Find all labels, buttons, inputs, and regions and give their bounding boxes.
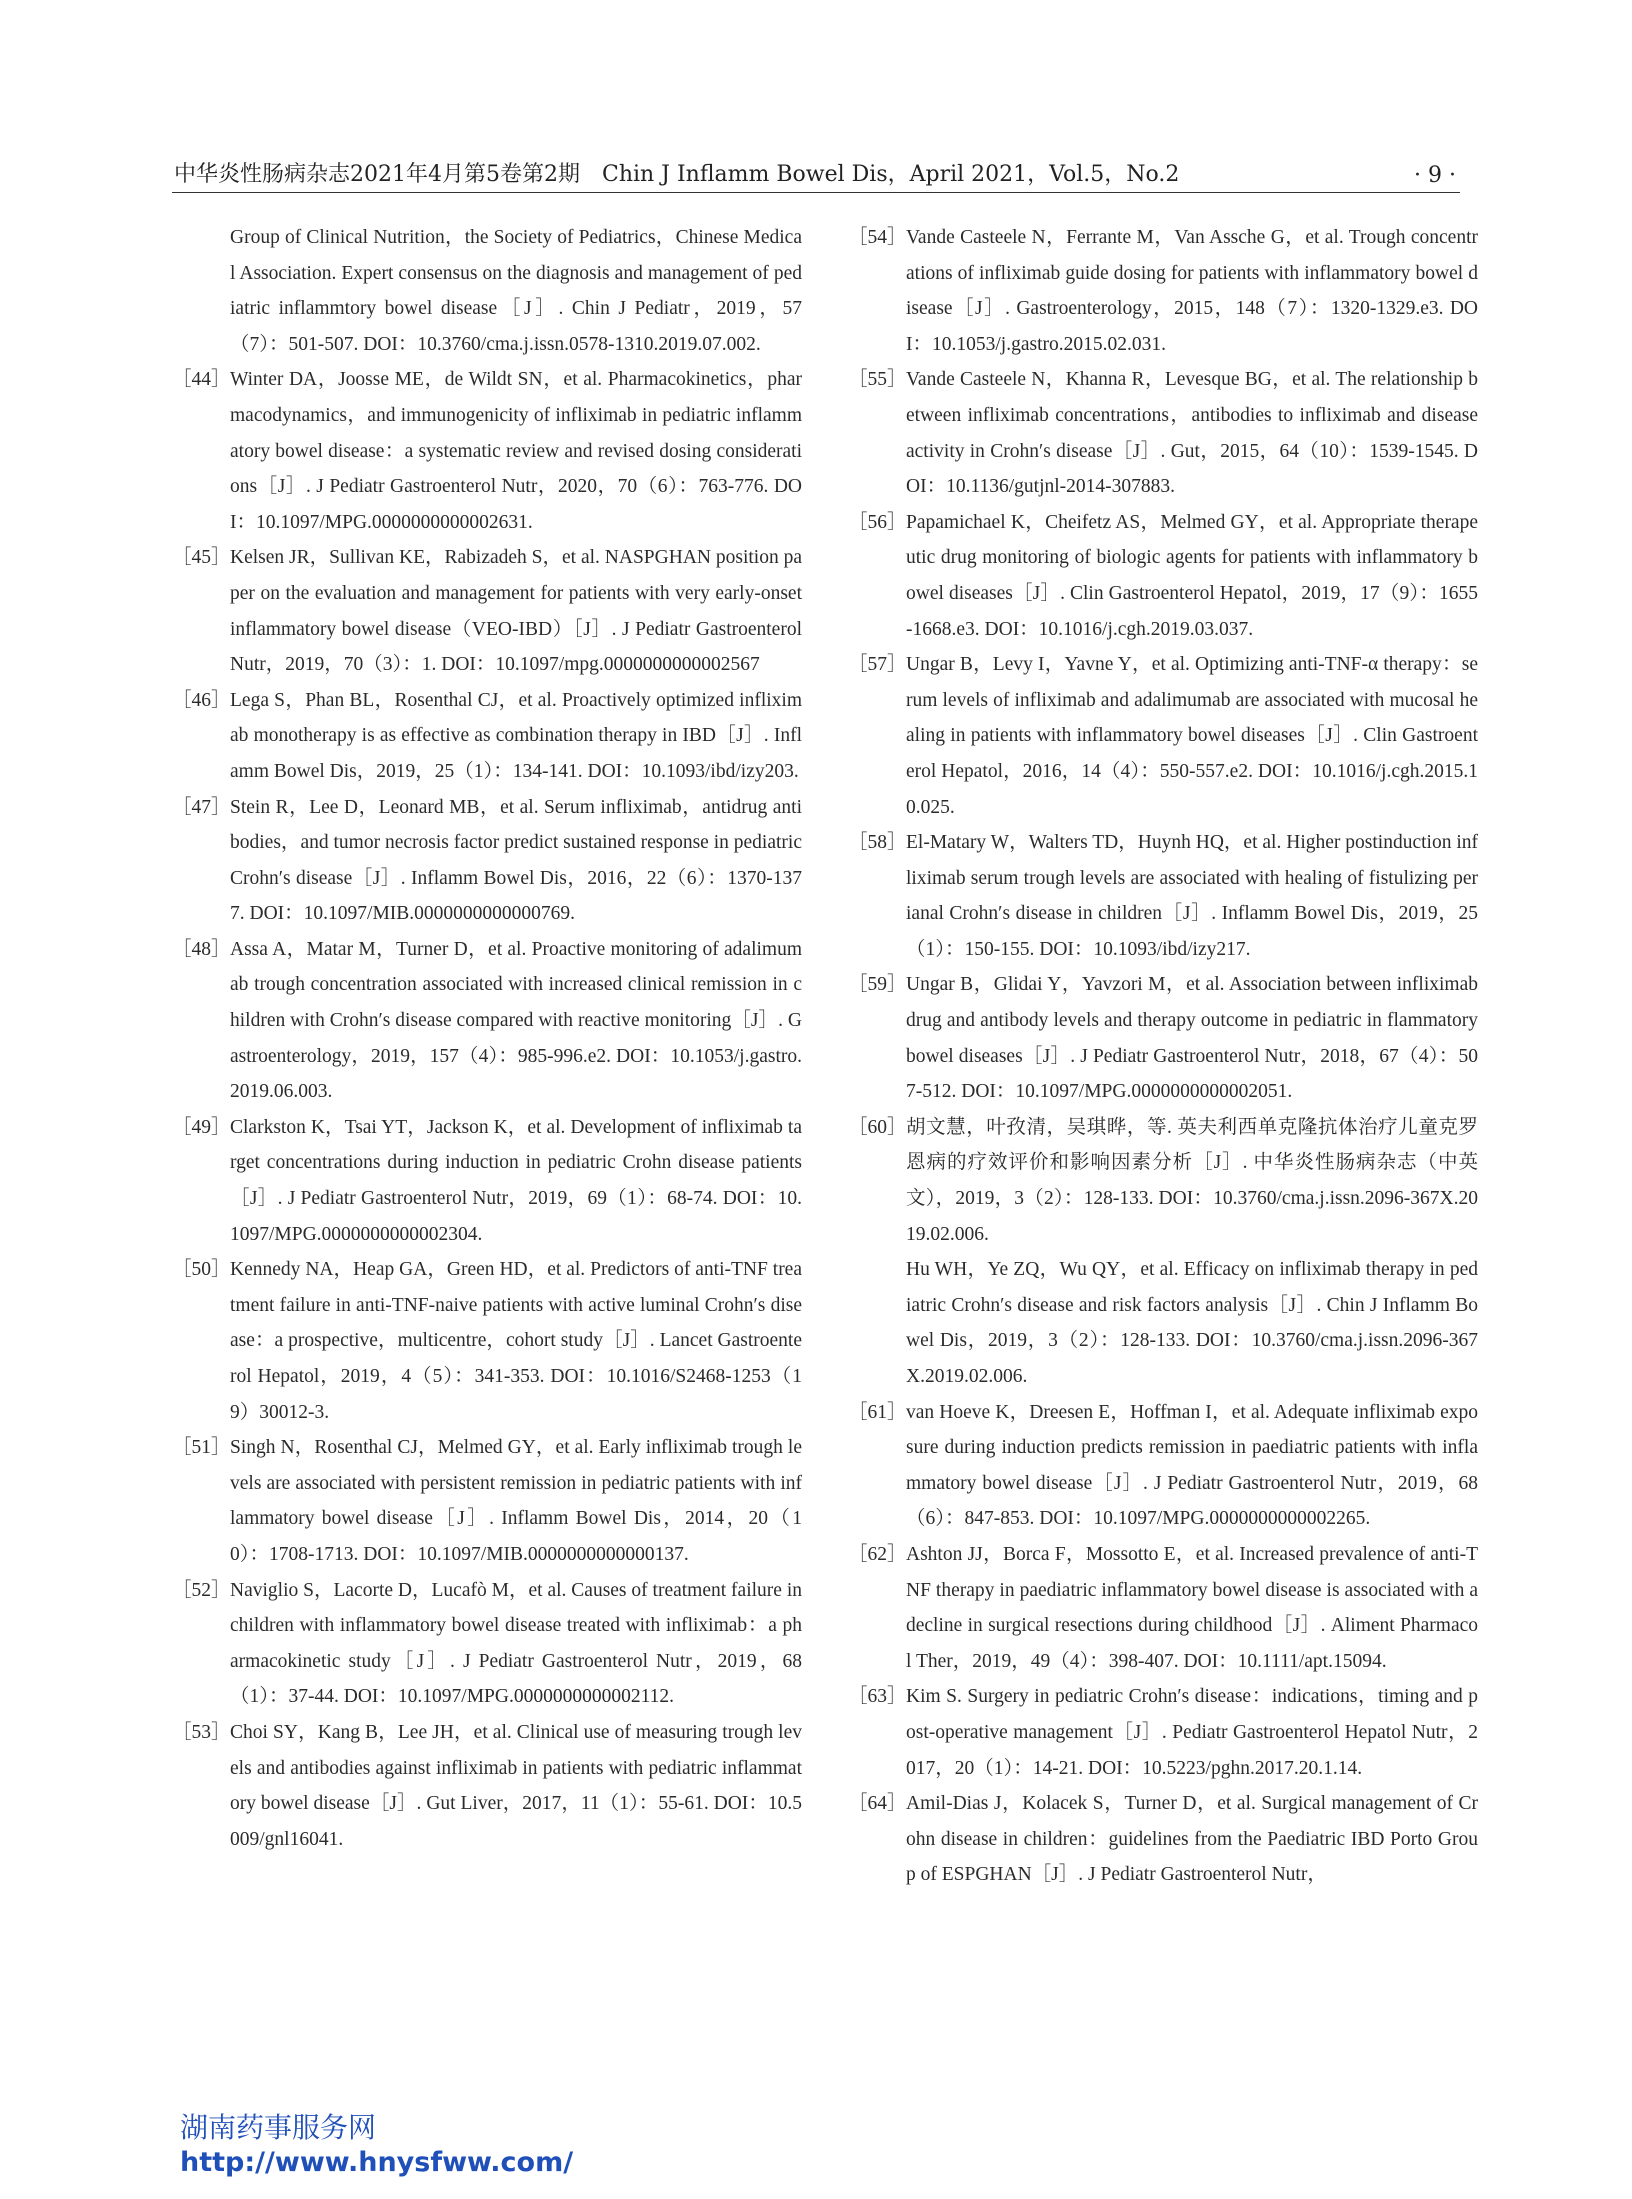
reference-number: ［60］: [848, 1116, 907, 1138]
reference-text: Assa A，Matar M，Turner D，et al. Proactive monitoring of adalimumab trough concentration associated with increased clinical remission in children with Crohn′s disease compared with reactive monitoring［J］. Gastroenterology，2019，157（4）：985-996.e2. DOI：10.1053/j.gastro.2019.06.003.: [230, 938, 802, 1103]
reference-number: ［55］: [848, 369, 907, 391]
journal-header-text: 中华炎性肠病杂志2021年4月第5卷第2期 Chin J Inflamm Bowel Dis，April 2021，Vol.5，No.2: [174, 162, 1180, 187]
reference-item: [848, 647, 1478, 825]
reference-number: ［53］: [172, 1721, 231, 1743]
reference-number: ［63］: [848, 1686, 907, 1708]
reference-text: Ashton JJ，Borca F，Mossotto E，et al. Increased prevalence of anti-TNF therapy in paediatric inflammatory bowel disease is associated with a decline in surgical resections during childhood［J］. Aliment Pharmacol Ther，2019，49（4）：398-407. DOI：10.1111/apt.15094.: [906, 1543, 1478, 1672]
reference-text: Winter DA，Joosse ME，de Wildt SN，et al. Pharmacokinetics，pharmacodynamics，and immunogenicity of infliximab in pediatric inflammatory bowel disease：a systematic review and revised dosing considerations［J］. J Pediatr Gastroenterol Nutr，2020，70（6）：763-776. DOI：10.1097/MPG.0000000000002631.: [230, 369, 802, 533]
reference-item: [848, 1395, 1478, 1537]
reference-number: ［57］: [848, 654, 907, 676]
reference-number: ［49］: [172, 1116, 231, 1138]
reference-text: Kennedy NA，Heap GA，Green HD，et al. Predictors of anti-TNF treatment failure in anti-TNF-naive patients with active luminal Crohn′s disease：a prospective，multicentre，cohort study［J］. Lancet Gastroenterol Hepatol，2019，4（5）：341-353. DOI：10.1016/S2468-1253（19）30012-3.: [230, 1259, 802, 1423]
reference-number: ［64］: [848, 1793, 907, 1815]
reference-number: ［51］: [172, 1437, 231, 1459]
reference-text: El-Matary W，Walters TD，Huynh HQ，et al. Higher postinduction infliximab serum trough levels are associated with healing of fistulizing perianal Crohn′s disease in children［J］. Inflamm Bowel Dis，2019，25（1）：150-155. DOI：10.1093/ibd/izy217.: [906, 832, 1478, 960]
reference-item: [848, 1537, 1478, 1679]
reference-number: ［48］: [172, 938, 231, 960]
reference-text: Group of Clinical Nutrition，the Society of Pediatrics，Chinese Medical Association. Expert consensus on the diagnosis and management of pediatric inflammtory bowel disease［J］. Chin J Pediatr，2019，57（7）：501-507. DOI：10.3760/cma.j.issn.0578-1310.2019.07.002.: [230, 227, 802, 355]
reference-item: [172, 1110, 802, 1252]
reference-item: [172, 220, 802, 362]
reference-item: [848, 1679, 1478, 1786]
reference-text: Choi SY，Kang B，Lee JH，et al. Clinical use of measuring trough levels and antibodies against infliximab in patients with pediatric inflammatory bowel disease［J］. Gut Liver，2017，11（1）：55-61. DOI：10.5009/gnl16041.: [230, 1721, 802, 1850]
reference-number: ［56］: [848, 511, 907, 533]
reference-item: [172, 1715, 802, 1857]
reference-item: [848, 505, 1478, 647]
reference-number: ［59］: [848, 974, 907, 996]
reference-text: Ungar B，Glidai Y，Yavzori M，et al. Association between infliximab drug and antibody levels and therapy outcome in pediatric in flammatory bowel diseases［J］. J Pediatr Gastroenterol Nutr，2018，67（4）：507-512. DOI：10.1097/MPG.0000000000002051.: [906, 974, 1478, 1103]
reference-number: ［50］: [172, 1259, 231, 1281]
reference-column-left: [172, 220, 802, 1857]
reference-item: [848, 1110, 1478, 1395]
page-number: · 9 ·: [1414, 163, 1456, 188]
reference-item: [172, 790, 802, 932]
reference-number: ［44］: [172, 369, 231, 391]
reference-item: [172, 932, 802, 1110]
reference-item: [848, 967, 1478, 1109]
reference-item: [172, 683, 802, 790]
reference-column-right: [848, 220, 1478, 1893]
reference-number: ［54］: [848, 227, 907, 248]
reference-number: ［62］: [848, 1543, 907, 1565]
reference-number: ［52］: [172, 1579, 231, 1601]
reference-item: [848, 1786, 1478, 1893]
reference-item: [848, 362, 1478, 504]
watermark-url[interactable]: http://www.hnysfww.com/: [180, 2147, 574, 2178]
reference-number: ［46］: [172, 689, 231, 711]
reference-text: Clarkston K，Tsai YT，Jackson K，et al. Development of infliximab target concentrations during induction in pediatric Crohn disease patients［J］. J Pediatr Gastroenterol Nutr，2019，69（1）：68-74. DOI：10.1097/MPG.0000000000002304.: [230, 1116, 802, 1245]
watermark-site-name: 湖南药事服务网: [180, 2111, 377, 2144]
reference-item: [848, 220, 1478, 362]
reference-text: Stein R，Lee D，Leonard MB，et al. Serum infliximab，antidrug antibodies，and tumor necrosis factor predict sustained response in pediatric Crohn′s disease［J］. Inflamm Bowel Dis，2016，22（6）：1370-1377. DOI：10.1097/MIB.0000000000000769.: [230, 796, 802, 925]
reference-number: ［47］: [172, 796, 231, 818]
reference-item: [172, 1430, 802, 1572]
reference-text: Vande Casteele N，Khanna R，Levesque BG，et al. The relationship between infliximab concentrations，antibodies to infliximab and disease activity in Crohn′s disease［J］. Gut，2015，64（10）：1539-1545. DOI：10.1136/gutjnl-2014-307883.: [906, 369, 1478, 498]
reference-text: Singh N，Rosenthal CJ，Melmed GY，et al. Early infliximab trough levels are associated with persistent remission in pediatric patients with inflammatory bowel disease［J］. Inflamm Bowel Dis，2014，20（10）：1708-1713. DOI：10.1097/MIB.0000000000000137.: [230, 1437, 802, 1565]
site-watermark: [180, 2110, 573, 2180]
reference-text-english: Hu WH，Ye ZQ，Wu QY，et al. Efficacy on infliximab therapy in pediatric Crohn′s disease and risk factors analysis［J］. Chin J Inflamm Bowel Dis，2019，3（2）：128-133. DOI：10.3760/cma.j.issn.2096-367X.2019.02.006.: [906, 1259, 1478, 1387]
running-header: [172, 156, 1460, 193]
reference-text: Lega S，Phan BL，Rosenthal CJ，et al. Proactively optimized infliximab monotherapy is as effective as combination therapy in IBD［J］. Inflamm Bowel Dis，2019，25（1）：134-141. DOI：10.1093/ibd/izy203.: [230, 689, 802, 782]
reference-number: ［45］: [172, 547, 231, 569]
reference-text: van Hoeve K，Dreesen E，Hoffman I，et al. Adequate infliximab exposure during induction predicts remission in paediatric patients with inflammatory bowel disease［J］. J Pediatr Gastroenterol Nutr，2019，68（6）：847-853. DOI：10.1097/MPG.0000000000002265.: [906, 1401, 1478, 1530]
reference-text: 胡文慧，叶孜清，吴琪晔，等. 英夫利西单克隆抗体治疗儿童克罗恩病的疗效评价和影响因素分析［J］. 中华炎性肠病杂志（中英文），2019，3（2）：128-133. DOI：10.3760/cma.j.issn.2096-367X.2019.02.006.: [906, 1116, 1478, 1245]
reference-text: Kelsen JR，Sullivan KE，Rabizadeh S，et al. NASPGHAN position paper on the evaluation and management for patients with very early-onset inflammatory bowel disease（VEO-IBD）［J］. J Pediatr Gastroenterol Nutr，2019，70（3）：1. DOI：10.1097/mpg.0000000000002567: [230, 547, 802, 676]
reference-item: [172, 1252, 802, 1430]
reference-item: [172, 540, 802, 682]
reference-text: Kim S. Surgery in pediatric Crohn′s disease：indications，timing and post-operative management［J］. Pediatr Gastroenterol Hepatol Nutr，2017，20（1）：14-21. DOI：10.5223/pghn.2017.20.1.14.: [906, 1686, 1478, 1779]
reference-text: Amil-Dias J，Kolacek S，Turner D，et al. Surgical management of Crohn disease in children：guidelines from the Paediatric IBD Porto Group of ESPGHAN［J］. J Pediatr Gastroenterol Nutr，: [906, 1793, 1478, 1886]
reference-item: [848, 825, 1478, 967]
reference-number: ［58］: [848, 832, 907, 854]
reference-text: Vande Casteele N，Ferrante M，Van Assche G，et al. Trough concentrations of infliximab guide dosing for patients with inflammatory bowel disease［J］. Gastroenterology，2015，148（7）：1320-1329.e3. DOI：10.1053/j.gastro.2015.02.031.: [906, 227, 1478, 355]
reference-number: ［61］: [848, 1401, 907, 1423]
reference-item: [172, 1573, 802, 1715]
reference-text: Papamichael K，Cheifetz AS，Melmed GY，et al. Appropriate therapeutic drug monitoring of biologic agents for patients with inflammatory bowel diseases［J］. Clin Gastroenterol Hepatol，2019，17（9）：1655-1668.e3. DOI：10.1016/j.cgh.2019.03.037.: [906, 511, 1478, 640]
reference-item: [172, 362, 802, 540]
reference-text: Naviglio S，Lacorte D，Lucafò M，et al. Causes of treatment failure in children with inflammatory bowel disease treated with infliximab：a pharmacokinetic study［J］. J Pediatr Gastroenterol Nutr，2019，68（1）：37-44. DOI：10.1097/MPG.0000000000002112.: [230, 1579, 802, 1708]
reference-text: Ungar B，Levy I，Yavne Y，et al. Optimizing anti-TNF-α therapy：serum levels of infliximab and adalimumab are associated with mucosal healing in patients with inflammatory bowel diseases［J］. Clin Gastroenterol Hepatol，2016，14（4）：550-557.e2. DOI：10.1016/j.cgh.2015.10.025.: [906, 654, 1478, 818]
